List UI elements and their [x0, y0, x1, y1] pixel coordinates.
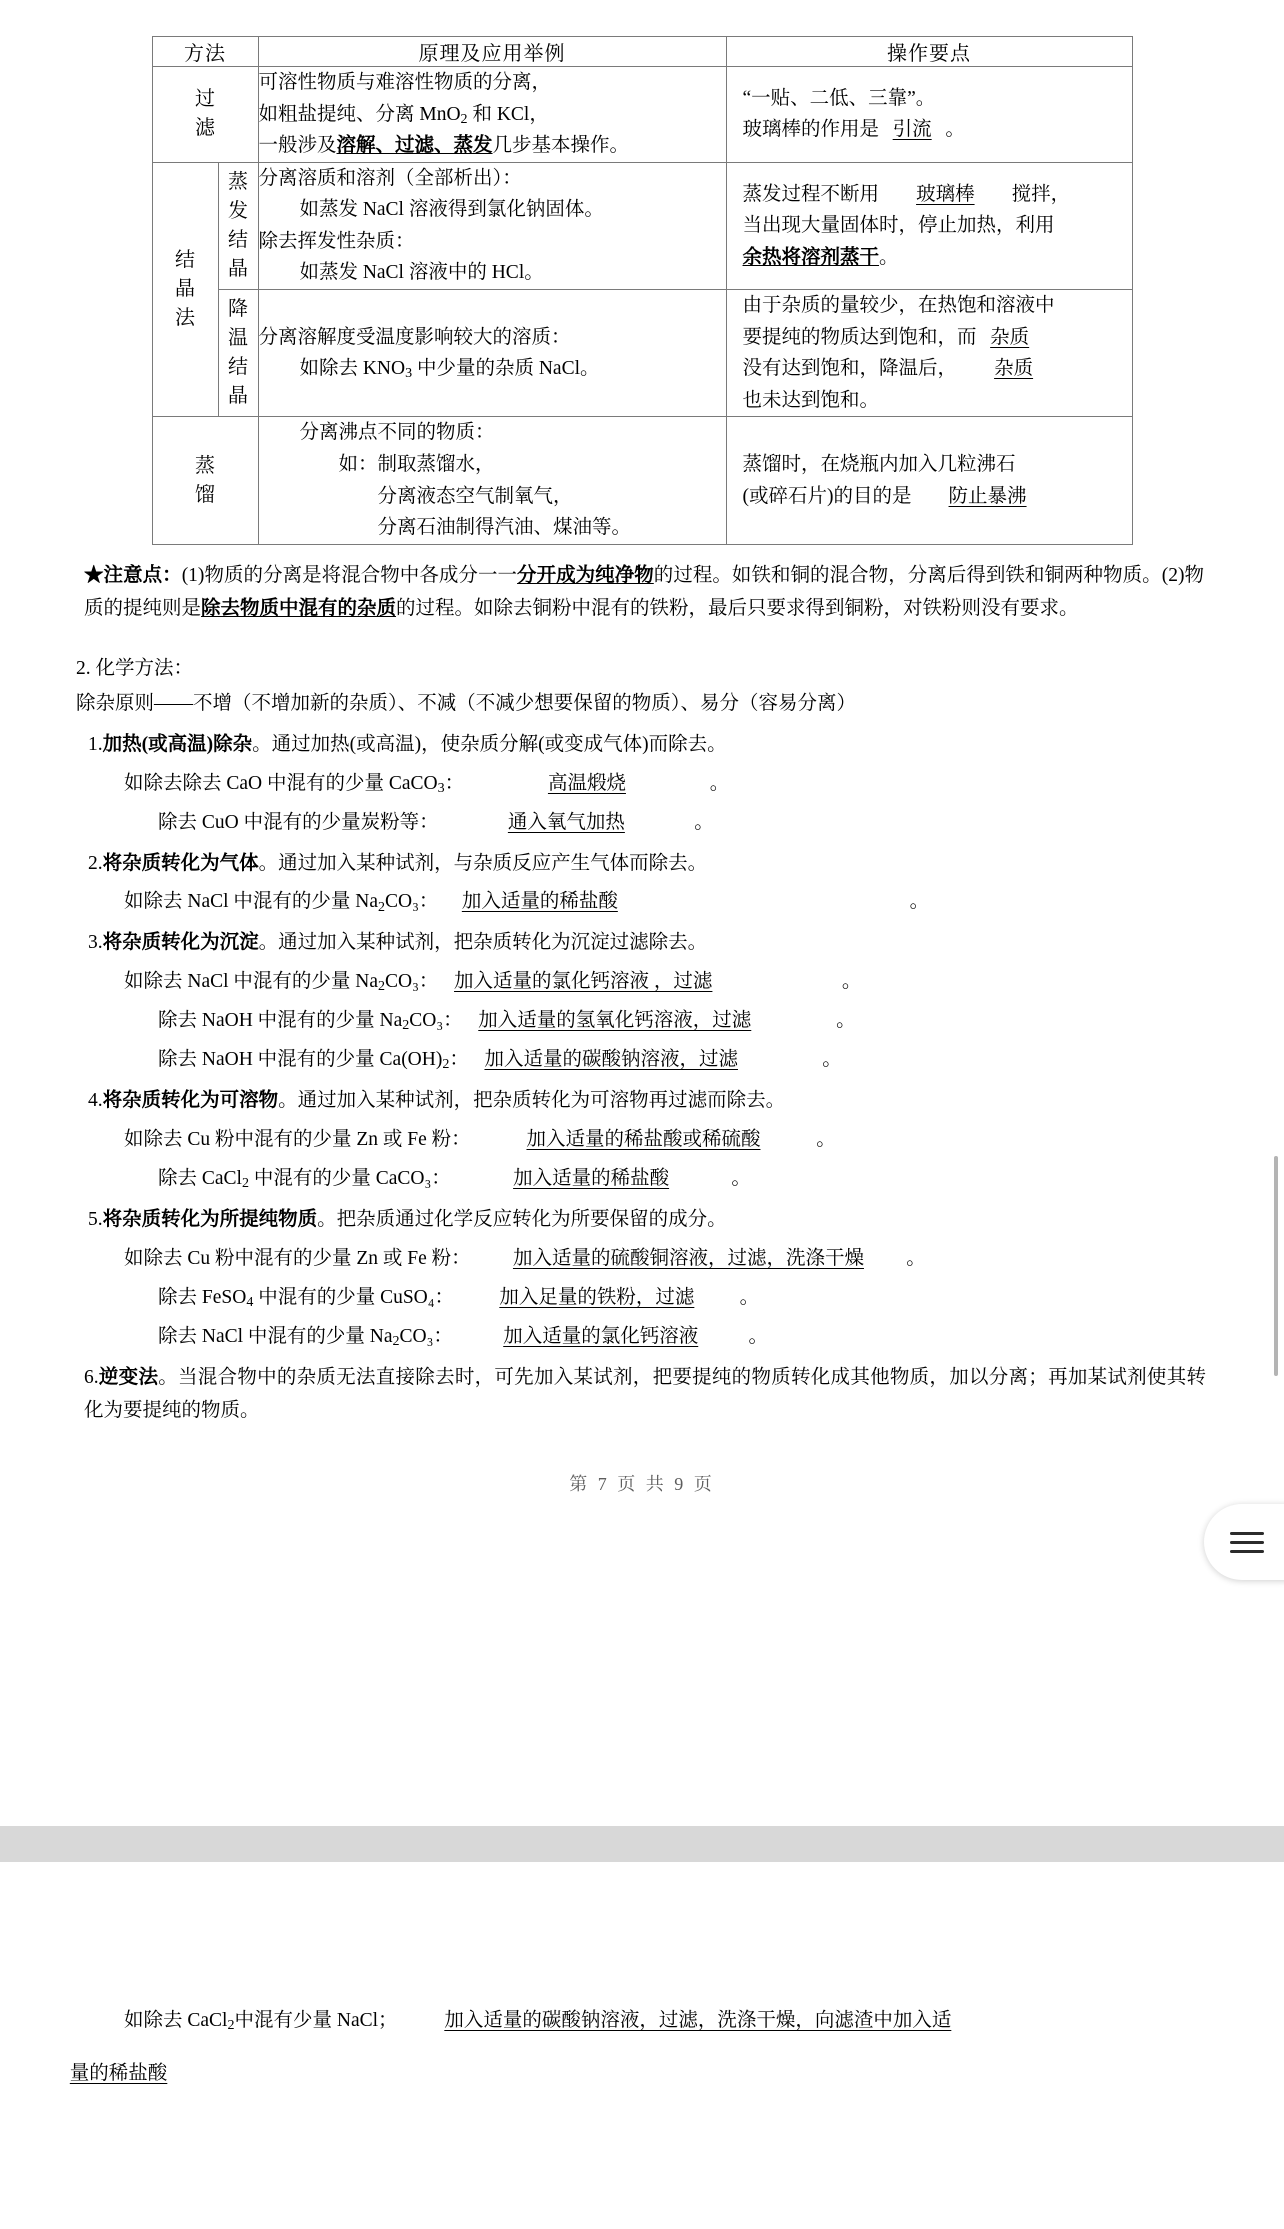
- ex-1-0-prefix: 如除去除去 CaO 中混有的少量 CaCO: [124, 772, 438, 794]
- chem-item-1-ex-0: [62, 767, 1222, 801]
- note-part2-bold: 除去物质中混有的杂质: [201, 598, 397, 620]
- ex-4-1-prefix: 除去 CaCl: [158, 1167, 242, 1189]
- ex-5-1-answer: 加入足量的铁粉，过滤: [499, 1286, 695, 1308]
- sub-label-cooling: [218, 290, 258, 417]
- ex-2-0-sub: 2: [378, 898, 386, 915]
- table-row-evaporate-crystal: [152, 162, 1132, 289]
- filter-principle-line3: [259, 130, 726, 162]
- ex-5-2-prefix: 除去 NaCl 中混有的少量 Na: [158, 1325, 393, 1347]
- cool-o-line3: [743, 353, 1132, 385]
- chem-item-3-bold: 将杂质转化为沉淀: [102, 932, 259, 954]
- ex-3-0-sub: 2: [378, 978, 386, 995]
- cool-p-line1: 分离溶解度受温度影响较大的溶质：: [258, 326, 571, 348]
- hamburger-menu-icon: [1230, 1526, 1264, 1559]
- evap-o-line1: [743, 179, 1132, 211]
- chem-item-5-ex-2: [62, 1320, 1222, 1354]
- chem-item-5-number: 5.: [88, 1208, 103, 1230]
- ex-5-1-suffix: 。: [739, 1286, 760, 1308]
- evap-c1: 蒸: [228, 170, 248, 193]
- page-gap-strip: [0, 1826, 1284, 1862]
- ex-3-0-answer: 加入适量的氯化钙溶液 ，过滤: [454, 971, 713, 993]
- note-part2b: 的过程。如除去铜粉中混有的铁粉，最后只要求得到铜粉，对铁粉则没有要求。: [396, 598, 1079, 620]
- dist-answer-blank: 防止暴沸: [948, 485, 1027, 507]
- chem-item-2-number: 2.: [88, 852, 103, 874]
- ex-3-1-prefixb: CO₃：: [409, 1010, 463, 1032]
- chem-item-3-ex-2: [62, 1043, 1222, 1077]
- chem-item-3-head: [62, 926, 1222, 960]
- dist-o-line1: 蒸馏时，在烧瓶内加入几粒沸石: [742, 453, 1016, 475]
- header-principle: 原理及应用举例: [258, 37, 726, 67]
- distill-principle-cell: [258, 417, 726, 544]
- row-label-filter-c1: 过: [195, 88, 215, 111]
- ex-4-0-suffix: 。: [816, 1129, 836, 1151]
- ex-2-0-prefixb: CO₃：: [385, 891, 439, 913]
- cool-o2a: 要提纯的物质达到饱和，而: [742, 326, 977, 348]
- evap-p-line2: 如蒸发 NaCl 溶液得到氯化钠固体。: [299, 199, 604, 221]
- table-header-row: [152, 37, 1132, 67]
- cool-o-line2: [743, 322, 1132, 354]
- dist-p-line2: 如：制取蒸馏水，: [338, 453, 495, 475]
- chem-item-1-bold: 加热(或高温)除杂: [102, 733, 253, 755]
- ex-1-0-suffix: 。: [709, 772, 730, 794]
- cooling-principle-cell: [258, 290, 726, 417]
- filter-p3-bold: 溶解、过滤、蒸发: [336, 135, 493, 157]
- dist-p-line4: 分离石油制得汽油、煤油等。: [377, 517, 631, 539]
- dist-p-line3: 分离液态空气制氧气，: [377, 485, 573, 507]
- ex-5-0-prefix: 如除去 Cu 粉中混有的少量 Zn 或 Fe 粉：: [124, 1247, 471, 1269]
- header-operation: 操作要点: [726, 37, 1132, 67]
- chem-item-5-ex-0: [62, 1242, 1222, 1276]
- ex-5-2-sub: 2: [392, 1332, 400, 1349]
- ex-3-0-suffix: 。: [841, 971, 862, 993]
- cool-p2a: 如除去 KNO: [299, 358, 406, 380]
- chem-item-5-head: [62, 1203, 1222, 1237]
- evap-answer-blank-2: 余热将溶剂蒸干: [742, 246, 880, 268]
- chem-item-2-bold: 将杂质转化为气体: [102, 852, 259, 874]
- filter-principle-cell: [258, 67, 726, 163]
- cool-p2b: 中少量的杂质 NaCl。: [412, 358, 600, 380]
- ex-3-0-prefix: 如除去 NaCl 中混有的少量 Na: [124, 971, 379, 993]
- ex-3-1-prefix: 除去 NaOH 中混有的少量 Na: [158, 1010, 403, 1032]
- menu-bar-1: [1230, 1532, 1264, 1535]
- ex-2-0-answer: 加入适量的稀盐酸: [461, 891, 618, 913]
- distill-operation-cell: [726, 417, 1132, 544]
- row-label-crystallization: [152, 162, 218, 417]
- note-part1a: (1)物质的分离是将混合物中各成分一一: [181, 564, 518, 586]
- evap-o3b: 。: [879, 246, 899, 268]
- chem-item-1-ex-1: [62, 806, 1222, 840]
- chem-item-1-desc: 。通过加热(或高温)，使杂质分解(或变成气体)而除去。: [252, 733, 727, 755]
- row-label-filter-c2: 滤: [195, 117, 215, 140]
- filter-o2b: 。: [945, 119, 965, 141]
- crystal-label-c2: 晶: [175, 278, 195, 301]
- np-answer-2: 量的稀盐酸: [69, 2062, 168, 2084]
- crystal-label-c3: 法: [175, 307, 195, 330]
- ex-5-1-prefix: 除去 FeSO: [158, 1286, 247, 1308]
- separation-methods-table: [152, 36, 1133, 545]
- filter-answer-blank: 引流: [892, 119, 932, 141]
- np-line1sub: 2: [227, 2016, 235, 2033]
- table-row-cooling-crystal: [152, 290, 1132, 417]
- ex-4-1-prefixb: 中混有的少量 CaCO₃：: [248, 1167, 451, 1189]
- chem-item-2-desc: 。通过加入某种试剂，与杂质反应产生气体而除去。: [258, 852, 708, 874]
- dist-o-line2: [743, 481, 1132, 513]
- evap-c3: 结: [228, 228, 248, 251]
- filter-oper-line2: [743, 114, 1132, 146]
- ex-3-0-prefixb: CO₃：: [385, 971, 439, 993]
- top-background-strip: [0, 0, 1284, 36]
- filter-p2sub: 2: [460, 110, 468, 127]
- evap-o-line2: 当出现大量固体时，停止加热，利用: [742, 215, 1055, 237]
- ex-5-1-sub: 4: [246, 1293, 254, 1310]
- ex-1-0-prefixb: ：: [444, 772, 465, 794]
- note-part1-bold: 分开成为纯净物: [517, 564, 654, 586]
- ex-1-1-suffix: 。: [694, 811, 714, 833]
- filter-oper-line1: “一贴、二低、三靠”。: [742, 87, 936, 109]
- chem-item-4-ex-1: [62, 1162, 1222, 1196]
- filter-principle-line1: 可溶性物质与难溶性物质的分离，: [258, 72, 552, 93]
- floating-menu-button[interactable]: [1204, 1504, 1284, 1580]
- np-line1a: 如除去 CaCl: [124, 2009, 228, 2031]
- evap-o1a: 蒸发过程不断用: [742, 183, 880, 205]
- crystal-label-c1: 结: [175, 249, 195, 272]
- note-paragraph: [62, 559, 1222, 626]
- ex-3-2-answer: 加入适量的碳酸钠溶液，过滤: [484, 1049, 738, 1071]
- cool-p2sub: 3: [405, 365, 413, 382]
- row-label-distillation: [152, 417, 258, 544]
- cool-answer-blank-2: 杂质: [994, 358, 1034, 380]
- dist-p-line1: 分离沸点不同的物质：: [299, 422, 495, 444]
- evap-p-line1: 分离溶质和溶剂（全部析出）：: [258, 167, 522, 189]
- chemical-principle-line: 除杂原则——不增（不增加新的杂质）、不减（不减少想要保留的物质）、易分（容易分离）: [76, 693, 857, 715]
- ex-5-2-answer: 加入适量的氯化钙溶液: [503, 1325, 699, 1347]
- next-page-line-1: [62, 1882, 1222, 2038]
- evap-answer-blank-1: 玻璃棒: [916, 183, 975, 205]
- ex-2-0-prefix: 如除去 NaCl 中混有的少量 Na: [124, 891, 379, 913]
- vertical-scrollbar[interactable]: [1274, 1156, 1278, 1376]
- chem-item-4-head: [62, 1084, 1222, 1118]
- chem-item-3-number: 3.: [88, 932, 103, 954]
- ex-5-2-suffix: 。: [748, 1325, 769, 1347]
- ex-3-1-answer: 加入适量的氢氧化钙溶液，过滤: [478, 1010, 752, 1032]
- ex-1-0-answer: 高温煅烧: [547, 772, 626, 794]
- dist-c1: 蒸: [195, 454, 215, 477]
- menu-bar-3: [1230, 1550, 1264, 1553]
- ex-4-0-prefix: 如除去 Cu 粉中混有的少量 Zn 或 Fe 粉：: [124, 1129, 471, 1151]
- np-line1b: 中混有少量 NaCl；: [234, 2009, 398, 2031]
- ex-3-2-prefix: 除去 NaOH 中混有的少量 Ca(OH): [158, 1049, 443, 1071]
- evap-p-line4: 如蒸发 NaCl 溶液中的 HCl。: [299, 262, 544, 284]
- note-part1b: 的过程。如铁和铜的混合物，分离后得到铁和铜两种物质。: [653, 564, 1162, 586]
- filter-o2a: 玻璃棒的作用是: [742, 119, 880, 141]
- ex-5-0-suffix: 。: [906, 1247, 926, 1269]
- evap-p-line3: 除去挥发性杂质：: [258, 230, 415, 252]
- chem-item-6-bold: 逆变法: [98, 1366, 159, 1388]
- document-page-1: [0, 36, 1284, 1826]
- chem-item-5-ex-1: [62, 1281, 1222, 1315]
- cool-o-line1: 由于杂质的量较少，在热饱和溶液中: [742, 295, 1055, 317]
- chem-item-1-head: [62, 728, 1222, 762]
- chem-item-6-head: [62, 1361, 1222, 1429]
- chem-item-4-bold: 将杂质转化为可溶物: [102, 1090, 279, 1112]
- cool-p-line2: [259, 353, 726, 385]
- dist-o2a: (或碎石片)的目的是: [742, 485, 912, 507]
- evap-o-line3: [743, 242, 1132, 274]
- dist-c2: 馏: [195, 483, 215, 506]
- np-answer-1: 加入适量的碳酸钠溶液，过滤，洗涤干燥，向滤渣中加入适: [444, 2009, 952, 2031]
- chem-item-3-ex-0: [62, 965, 1222, 999]
- menu-bar-2: [1230, 1541, 1264, 1544]
- ex-4-1-suffix: 。: [731, 1167, 751, 1189]
- ex-2-0-suffix: 。: [909, 891, 930, 913]
- chem-item-5-desc: 。把杂质通过化学反应转化为所要保留的成分。: [317, 1208, 727, 1230]
- ex-3-2-suffix: 。: [822, 1049, 842, 1071]
- ex-5-0-answer: 加入适量的硫酸铜溶液，过滤，洗涤干燥: [512, 1247, 864, 1269]
- table-row-filter: [152, 67, 1132, 163]
- note-prefix: ★注意点：: [84, 564, 182, 586]
- chem-item-4-number: 4.: [88, 1090, 103, 1112]
- header-method: 方法: [152, 37, 258, 67]
- sub-label-evaporate: [218, 162, 258, 289]
- chem-item-3-ex-1: [62, 1004, 1222, 1038]
- filter-p2a: 如粗盐提纯、分离 MnO: [258, 103, 461, 125]
- next-page-line-2: [62, 2057, 1222, 2091]
- cool-c4: 晶: [228, 385, 248, 408]
- table-row-distillation: [152, 417, 1132, 544]
- chem-item-4-desc: 。通过加入某种试剂，把杂质转化为可溶物再过滤而除去。: [278, 1090, 786, 1112]
- chem-item-5-bold: 将杂质转化为所提纯物质: [102, 1208, 318, 1230]
- row-label-filter: [152, 67, 258, 163]
- ex-3-1-suffix: 。: [836, 1010, 856, 1032]
- filter-p3a: 一般涉及: [258, 135, 337, 157]
- document-page-2: [0, 1862, 1284, 2229]
- evap-c2: 发: [228, 199, 248, 222]
- evap-o1b: 搅拌，: [1011, 183, 1071, 205]
- ex-5-2-prefixb: CO₃：: [399, 1325, 453, 1347]
- filter-p2b: 和 KCl，: [467, 103, 549, 125]
- cool-c3: 结: [228, 356, 248, 379]
- chem-item-4-ex-0: [62, 1123, 1222, 1157]
- filter-operation-cell: [726, 67, 1132, 163]
- chem-item-6-desc: 。当混合物中的杂质无法直接除去时，可先加入某试剂，把要提纯的物质转化成其他物质，加以分离；再加某试剂使其转化为要提纯的物质。: [84, 1366, 1206, 1422]
- ex-3-2-prefixb: ：: [449, 1049, 469, 1071]
- cool-c2: 温: [228, 327, 248, 350]
- cool-o-line4: 也未达到饱和。: [742, 389, 880, 411]
- page-footer: 第 7 页 共 9 页: [569, 1474, 715, 1495]
- chem-item-3-desc: 。通过加入某种试剂，把杂质转化为沉淀过滤除去。: [258, 932, 708, 954]
- note-part2a: (2)物质的提纯则是: [84, 564, 1204, 620]
- ex-3-1-sub: 2: [402, 1017, 410, 1034]
- filter-p3b: 几步基本操作。: [492, 135, 630, 157]
- cool-c1: 降: [228, 298, 248, 321]
- chem-item-2-ex-0: [62, 885, 1222, 919]
- cool-answer-blank-1: 杂质: [990, 326, 1030, 348]
- ex-4-1-answer: 加入适量的稀盐酸: [513, 1167, 670, 1189]
- ex-3-2-sub: 2: [442, 1056, 450, 1073]
- ex-1-0-sub: 3: [437, 779, 445, 796]
- cool-o3a: 没有达到饱和，降温后，: [742, 358, 958, 380]
- filter-principle-line2: [259, 99, 726, 131]
- ex-4-0-answer: 加入适量的稀盐酸或稀硫酸: [526, 1129, 761, 1151]
- chem-item-2-head: [62, 847, 1222, 881]
- evaporate-operation-cell: [726, 162, 1132, 289]
- ex-4-1-sub: 2: [241, 1175, 249, 1192]
- chemical-section-title: 2. 化学方法：: [76, 657, 194, 679]
- chem-item-1-number: 1.: [88, 733, 103, 755]
- evaporate-principle-cell: [258, 162, 726, 289]
- chem-item-6-number: 6.: [84, 1366, 99, 1388]
- ex-1-1-prefix: 除去 CuO 中混有的少量炭粉等：: [158, 811, 439, 833]
- ex-1-1-answer: 通入氧气加热: [507, 811, 625, 833]
- ex-5-1-prefixb: 中混有的少量 CuSO₄：: [253, 1286, 455, 1308]
- cooling-operation-cell: [726, 290, 1132, 417]
- evap-c4: 晶: [228, 257, 248, 280]
